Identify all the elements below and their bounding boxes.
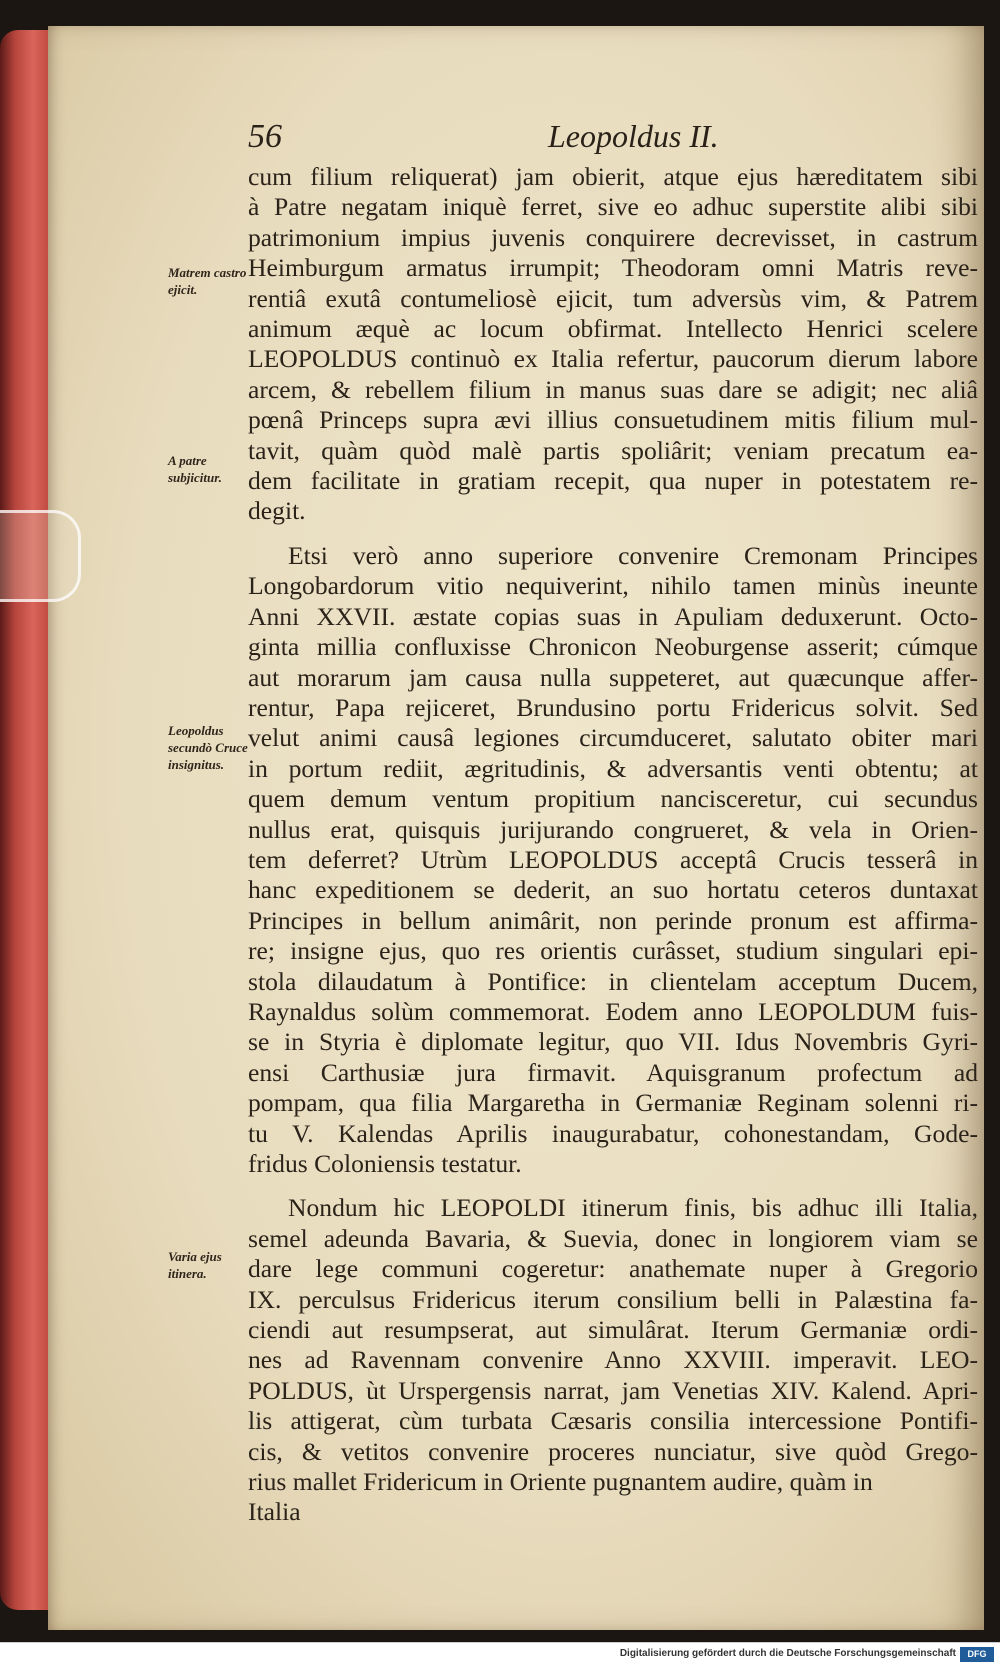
dfg-logo: DFG bbox=[960, 1647, 994, 1662]
text-line: ciendi aut resumpserat, aut simulârat. Iterum Germaniæ ordi- bbox=[248, 1315, 978, 1345]
text-line: pompam, qua filia Margaretha in Germaniæ Reginam solenni ri- bbox=[248, 1088, 978, 1118]
text-line: Heimburgum armatus irrumpit; Theodoram omni Matris reve- bbox=[248, 253, 978, 283]
marginal-note: Varia ejus itinera. bbox=[168, 1249, 222, 1281]
footer-bar bbox=[0, 1642, 1000, 1667]
text-line: IX. perculsus Fridericus iterum consilium belli in Palæstina fa- bbox=[248, 1284, 978, 1314]
paragraph bbox=[248, 1193, 978, 1497]
text-line: quem demum ventum propitium nancisceretur, cui secundus bbox=[248, 784, 978, 814]
text-line: stola dilaudatum à Pontifice: in clientelam acceptum Ducem, bbox=[248, 966, 978, 996]
text-line: Etsi verò anno superiore convenire Cremonam Principes bbox=[288, 540, 978, 570]
text-line: fridus Coloniensis testatur. bbox=[248, 1149, 522, 1178]
text-line: rentur, Papa rejiceret, Brundusino portu Fridericus solvit. Sed bbox=[248, 692, 978, 722]
text-line: in portum rediit, ægritudinis, & adversantis venti obtentu; at bbox=[248, 753, 978, 783]
text-line: à Patre negatam iniquè ferret, sive eo adhuc superstite alibi sibi bbox=[248, 192, 978, 222]
text-line: cum filium reliquerat) jam obierit, atque ejus hæreditatem sibi bbox=[248, 162, 978, 191]
text-line: tu V. Kalendas Aprilis inaugurabatur, cohonestandam, Gode- bbox=[248, 1118, 978, 1148]
marginal-note: A patre subjicitur. bbox=[168, 453, 222, 485]
text-line: tavit, quàm quòd malè partis spoliârit; veniam precatum ea- bbox=[248, 435, 978, 465]
text-line: nullus erat, quisquis jurijurando congrueret, & vela in Orien- bbox=[248, 814, 978, 844]
marginal-note: Matrem castro ejicit. bbox=[168, 265, 247, 297]
catchword: Italia bbox=[248, 1497, 301, 1527]
running-title: Leopoldus II. bbox=[548, 118, 719, 154]
text-line: cis, & vetitos convenire proceres nunciatur, sive quòd Grego- bbox=[248, 1436, 978, 1466]
text-line: ginta millia confluxisse Chronicon Neoburgense asserit; cúmque bbox=[248, 632, 978, 662]
text-line: dare lege communi cogeretur: anathemate nuper à Gregorio bbox=[248, 1254, 978, 1284]
text-line: lis attigerat, cùm turbata Cæsaris consilia intercessione Pontifi- bbox=[248, 1406, 978, 1436]
text-line: tem deferret? Utrùm LEOPOLDUS acceptâ Crucis tesserâ in bbox=[248, 844, 978, 874]
body-text bbox=[248, 162, 978, 1528]
text-line: animum æquè ac locum obfirmat. Intellecto Henrici scelere bbox=[248, 314, 978, 344]
text-line: Longobardorum vitio nequiverint, nihilo tamen minùs ineunte bbox=[248, 571, 978, 601]
marginal-note: Leopoldus secundò Cruce insignitus. bbox=[168, 723, 248, 772]
text-line: patrimonium impius juvenis conquirere decrevisset, in castrum bbox=[248, 222, 978, 252]
text-line: se in Styria è diplomate legitur, quo VII. Idus Novembris Gyri- bbox=[248, 1027, 978, 1057]
text-line: rentiâ exutâ contumeliosè ejicit, tum adversùs vim, & Patrem bbox=[248, 283, 978, 313]
funding-credit: Digitalisierung gefördert durch die Deutsche Forschungsgemeinschaft bbox=[619, 1648, 956, 1659]
bookmark-tab[interactable] bbox=[0, 510, 81, 602]
text-line: re; insigne ejus, quo res orientis curâsset, studium singulari epi- bbox=[248, 936, 978, 966]
text-line: Anni XXVII. æstate copias suas in Apuliam deduxerunt. Octo- bbox=[248, 601, 978, 631]
paragraph bbox=[248, 162, 978, 527]
text-line: aut morarum jam causa nulla suppeteret, aut quæcunque affer- bbox=[248, 662, 978, 692]
text-line: rius mallet Fridericum in Oriente pugnantem audire, quàm in bbox=[248, 1467, 873, 1497]
text-line: ensi Carthusiæ jura firmavit. Aquisgranum profectum ad bbox=[248, 1057, 978, 1087]
text-line: arcem, & rebellem filium in manus suas dare se adigit; nec aliâ bbox=[248, 374, 978, 404]
text-line: dem facilitate in gratiam recepit, qua nuper in potestatem re- bbox=[248, 466, 978, 496]
paragraph bbox=[248, 541, 978, 1180]
text-line: Nondum hic LEOPOLDI itinerum finis, bis adhuc illi Italia, bbox=[288, 1193, 978, 1223]
text-line: Principes in bellum animârit, non perinde pronum est affirma- bbox=[248, 905, 978, 935]
text-line: LEOPOLDUS continuò ex Italia refertur, paucorum dierum labore bbox=[248, 344, 978, 374]
text-line: velut animi causâ legiones circumduceret, salutato obiter mari bbox=[248, 723, 978, 753]
text-line: Raynaldus solùm commemorat. Eodem anno LEOPOLDUM fuis- bbox=[248, 996, 978, 1026]
text-line: POLDUS, ùt Urspergensis narrat, jam Venetias XIV. Kalend. Apri- bbox=[248, 1375, 978, 1405]
text-line: degit. bbox=[248, 496, 306, 526]
text-line: semel adeunda Bavaria, & Suevia, donec in longiorem viam se bbox=[248, 1223, 978, 1253]
text-line: nes ad Ravennam convenire Anno XXVIII. imperavit. LEO- bbox=[248, 1345, 978, 1375]
text-line: hanc expeditionem se dederit, an suo hortatu ceteros duntaxat bbox=[248, 875, 978, 905]
page-number: 56 bbox=[248, 118, 282, 155]
text-line: pœnâ Princeps supra ævi illius consuetudinem mitis filium mul- bbox=[248, 405, 978, 435]
